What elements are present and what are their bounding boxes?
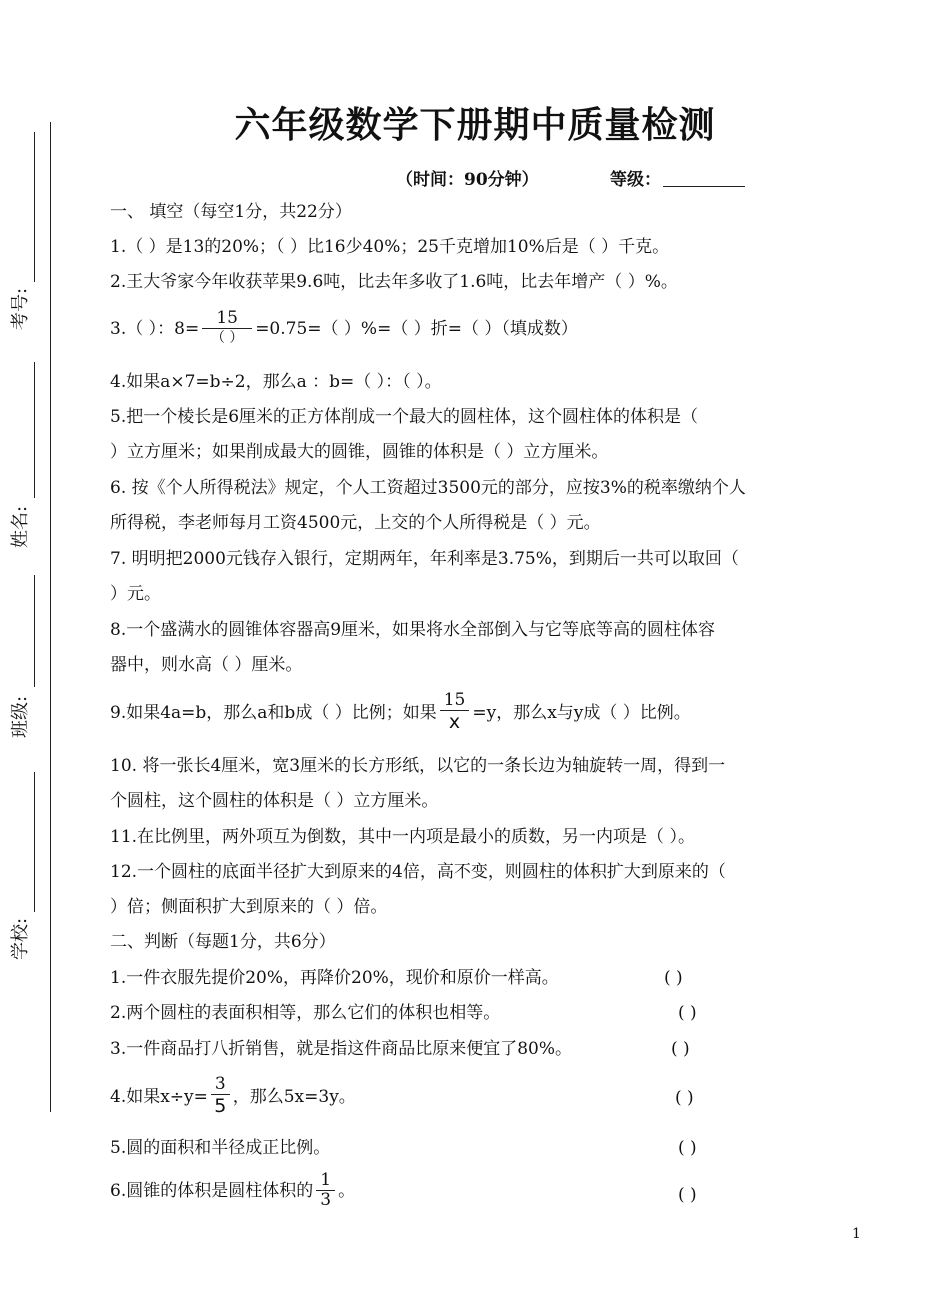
judge-6-fraction: $\frac{1}{3}$ [316, 1170, 335, 1209]
q6-line2: 所得税，李老师每月工资4500元，上交的个人所得税是（ ）元。 [110, 513, 601, 533]
q7-line2: ）元。 [110, 584, 161, 604]
q4: 4.如果a×7=b÷2，那么a ：b=（ ）：（ ）。 [110, 372, 442, 392]
class-line [34, 575, 35, 687]
grade-label: 等级： [610, 170, 661, 190]
grade-field [610, 165, 745, 190]
time-limit: （时间：90分钟） [396, 170, 539, 190]
binding-line [50, 122, 51, 1112]
q2: 2.王大爷家今年收获苹果9.6吨，比去年多收了1.6吨，比去年增产（ ）%。 [110, 272, 678, 292]
q1: 1.（ ）是13的20%；（ ）比16少40%；25千克增加10%后是（ ）千克。 [110, 237, 670, 257]
q7-line1: 7. 明明把2000元钱存入银行，定期两年，年利率是3.75%，到期后一共可以取回（ [110, 549, 739, 569]
q3: 3.（ ）：8= $\frac{15}{( )}$ =0.75=（ ）%=（ ）折=（ ）（填成数） [110, 308, 578, 346]
class-label: 班级: [10, 695, 31, 738]
q10-line1: 10. 将一张长4厘米，宽3厘米的长方形纸，以它的一条长边为轴旋转一周，得到一 [110, 756, 726, 776]
grade-blank[interactable] [663, 172, 745, 187]
q11: 11.在比例里，两外项互为倒数，其中一内项是最小的质数，另一内项是（ ）。 [110, 827, 695, 847]
judge-4-fraction: $\frac{3}{5}$ [211, 1074, 230, 1117]
judge-4-paren[interactable]: ( ) [675, 1088, 694, 1108]
page-number: 1 [852, 1226, 861, 1242]
q9: 9.如果4a=b，那么a和b成（ ）比例；如果 $\frac{15}{x}$ =y，那么x与y成（ ）比例。 [110, 690, 691, 733]
judge-3-paren[interactable]: ( ) [671, 1039, 690, 1059]
q12-line1: 12.一个圆柱的底面半径扩大到原来的4倍，高不变，则圆柱的体积扩大到原来的（ [110, 862, 726, 882]
judge-2-paren[interactable]: ( ) [678, 1003, 697, 1023]
name-line [34, 362, 35, 498]
judge-3: 3.一件商品打八折销售，就是指这件商品比原来便宜了80%。 [110, 1039, 573, 1059]
q12-line2: ）倍；侧面积扩大到原来的（ ）倍。 [110, 897, 388, 917]
judge-5: 5.圆的面积和半径成正比例。 [110, 1138, 331, 1158]
school-label: 学校: [10, 917, 31, 960]
judge-5-paren[interactable]: ( ) [678, 1138, 697, 1158]
section2-heading: 二、判断（每题1分，共6分） [110, 932, 336, 952]
section1-heading: 一、 填空（每空1分，共22分） [110, 202, 352, 222]
judge-6-paren[interactable]: ( ) [678, 1185, 697, 1205]
q6-line1: 6. 按《个人所得税法》规定，个人工资超过3500元的部分，应按3%的税率缴纳个人 [110, 478, 746, 498]
judge-6: 6.圆锥的体积是圆柱体积的 $\frac{1}{3}$ 。 [110, 1170, 356, 1210]
q8-line1: 8.一个盛满水的圆锥体容器高9厘米，如果将水全部倒入与它等底等高的圆柱体容 [110, 620, 716, 640]
q9-fraction: $\frac{15}{x}$ [440, 690, 470, 733]
q3-fraction: $\frac{15}{( )}$ [202, 308, 252, 347]
judge-1-paren[interactable]: ( ) [664, 968, 683, 988]
q10-line2: 个圆柱，这个圆柱的体积是（ ）立方厘米。 [110, 791, 439, 811]
exam-no-line [34, 132, 35, 282]
judge-2: 2.两个圆柱的表面积相等，那么它们的体积也相等。 [110, 1003, 501, 1023]
page-title: 六年级数学下册期中质量检测 [234, 104, 716, 146]
school-line [34, 772, 35, 912]
judge-4: 4.如果x÷y= $\frac{3}{5}$ ，那么5x=3y。 [110, 1074, 356, 1117]
q5-line1: 5.把一个棱长是6厘米的正方体削成一个最大的圆柱体，这个圆柱体的体积是（ [110, 407, 699, 427]
q8-line2: 器中，则水高（ ）厘米。 [110, 655, 303, 675]
exam-no-label: 考号: [10, 287, 31, 330]
judge-1: 1.一件衣服先提价20%，再降价20%，现价和原价一样高。 [110, 968, 559, 988]
q5-line2: ）立方厘米；如果削成最大的圆锥，圆锥的体积是（ ）立方厘米。 [110, 442, 609, 462]
name-label: 姓名: [10, 505, 31, 548]
